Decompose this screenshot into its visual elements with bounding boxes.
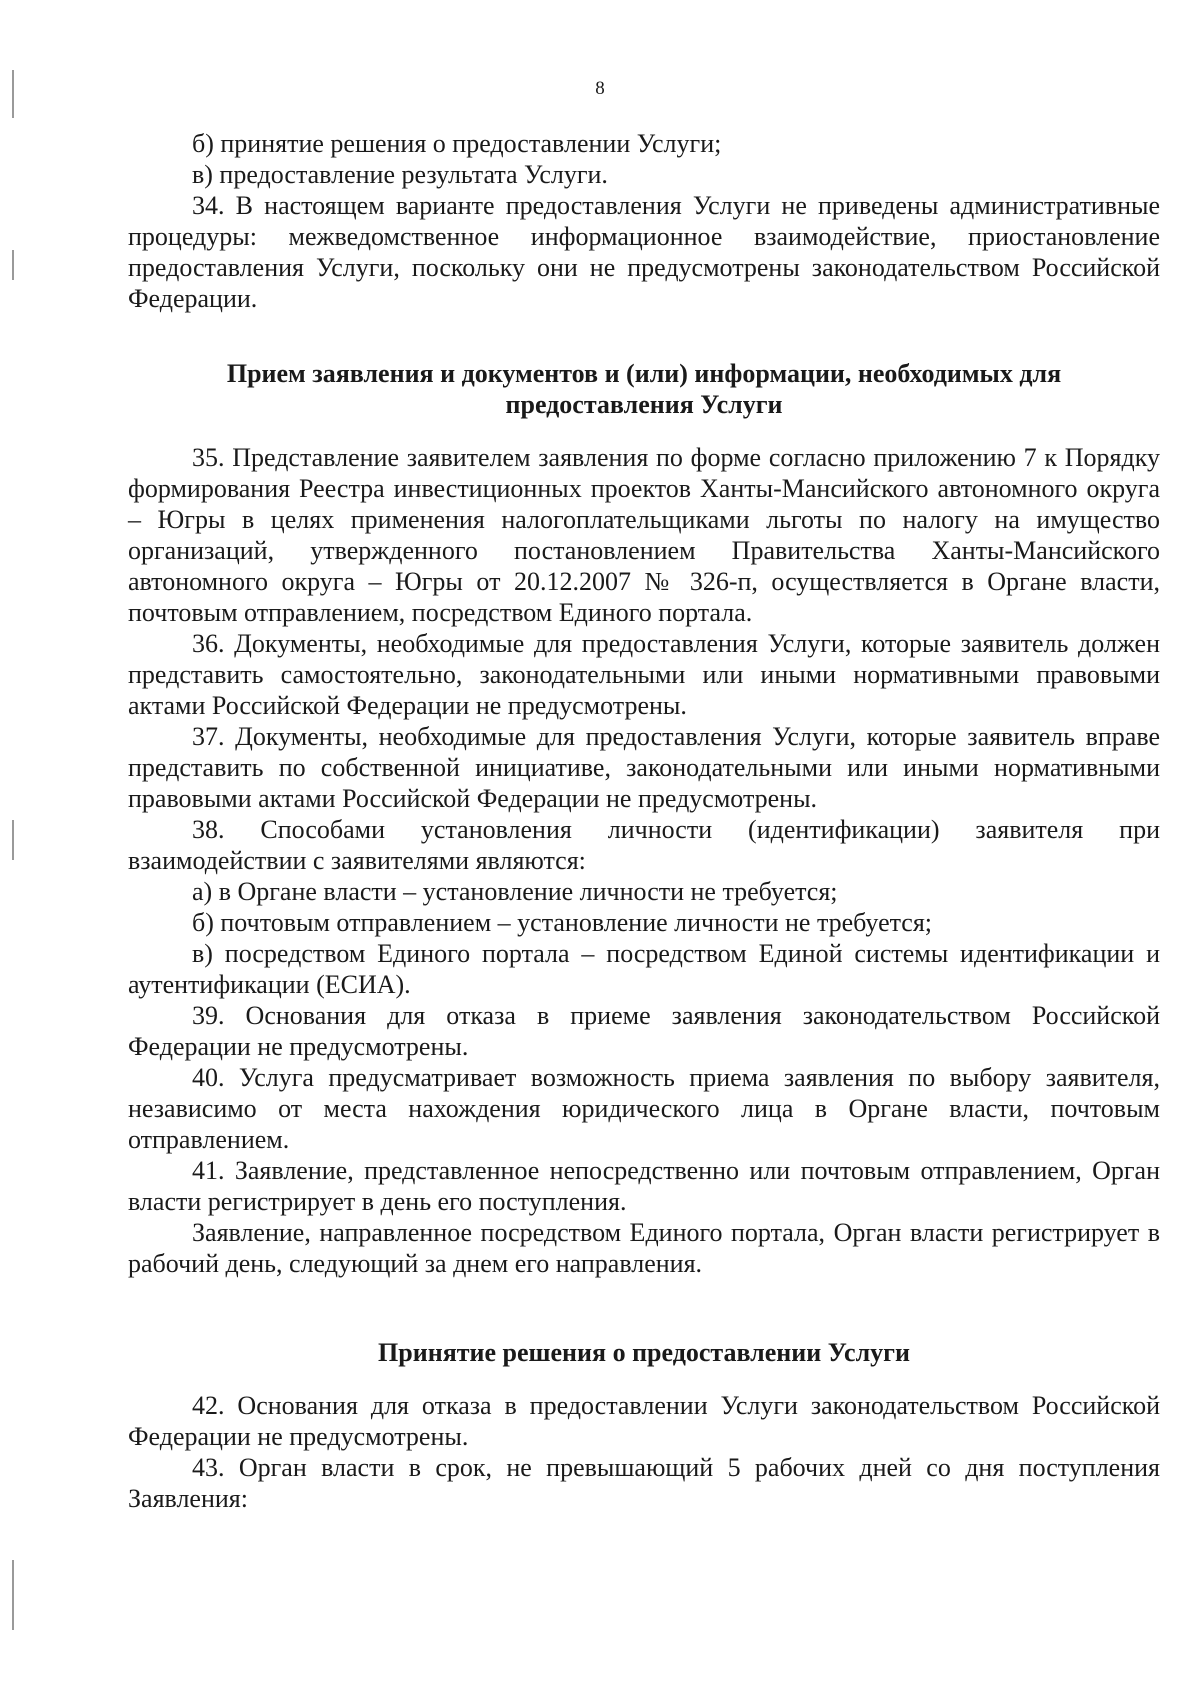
document-body xyxy=(128,128,1160,1514)
section-heading-decision: Принятие решения о предоставлении Услуги xyxy=(378,1338,910,1367)
list-item: б) принятие решения о предоставлении Услуги; xyxy=(192,129,722,158)
paragraph-40: 40. Услуга предусматривает возможность приема заявления по выбору заявителя, независимо от места нахождения юридического лица в Органе власти, почтовым отправлением. xyxy=(128,1063,1160,1154)
paragraph-41-continued: Заявление, направленное посредством Единого портала, Орган власти регистрирует в рабочий день, следующий за днем его направления. xyxy=(128,1218,1160,1278)
scan-artifact xyxy=(12,1560,14,1630)
paragraph-34: 34. В настоящем варианте предоставления Услуги не приведены административные процедуры: межведомственное информационное взаимодействие, приостановление предоставления Услуги, поскольку они не предусмотрены законодательством Российской Федерации. xyxy=(128,191,1160,313)
list-item: в) предоставление результата Услуги. xyxy=(192,160,608,189)
paragraph-37: 37. Документы, необходимые для предоставления Услуги, которые заявитель вправе представить по собственной инициативе, законодательными или иными нормативными правовыми актами Российской Федерации не предусмотрены. xyxy=(128,722,1160,813)
paragraph-43: 43. Орган власти в срок, не превышающий 5 рабочих дней со дня поступления Заявления: xyxy=(128,1453,1160,1513)
scan-artifact xyxy=(12,820,14,860)
paragraph-35: 35. Представление заявителем заявления по форме согласно приложению 7 к Порядку формирования Реестра инвестиционных проектов Ханты-Мансийского автономного округа – Югры в целях применения налогоплательщиками льготы по налогу на имущество организаций, утвержденного постановлением Правительства Ханты-Мансийского автономного округа – Югры от 20.12.2007 № 326-п, осуществляется в Органе власти, почтовым отправлением, посредством Единого портала. xyxy=(128,443,1160,627)
paragraph-42: 42. Основания для отказа в предоставлении Услуги законодательством Российской Федерации не предусмотрены. xyxy=(128,1391,1160,1451)
section-heading-reception: Прием заявления и документов и (или) информации, необходимых для предоставления Услуги xyxy=(226,359,1062,419)
paragraph-38: 38. Способами установления личности (идентификации) заявителя при взаимодействии с заявителями являются: xyxy=(128,815,1160,875)
paragraph-39: 39. Основания для отказа в приеме заявления законодательством Российской Федерации не предусмотрены. xyxy=(128,1001,1160,1061)
scan-artifact xyxy=(12,250,14,280)
list-item: в) посредством Единого портала – посредством Единой системы идентификации и аутентификации (ЕСИА). xyxy=(128,939,1160,999)
paragraph-36: 36. Документы, необходимые для предоставления Услуги, которые заявитель должен представить самостоятельно, законодательными или иными нормативными правовыми актами Российской Федерации не предусмотрены. xyxy=(128,629,1160,720)
list-item: а) в Органе власти – установление личности не требуется; xyxy=(192,877,838,906)
list-item: б) почтовым отправлением – установление личности не требуется; xyxy=(192,908,933,937)
paragraph-41: 41. Заявление, представленное непосредственно или почтовым отправлением, Орган власти регистрирует в день его поступления. xyxy=(128,1156,1160,1216)
page-number: 8 xyxy=(595,78,605,99)
